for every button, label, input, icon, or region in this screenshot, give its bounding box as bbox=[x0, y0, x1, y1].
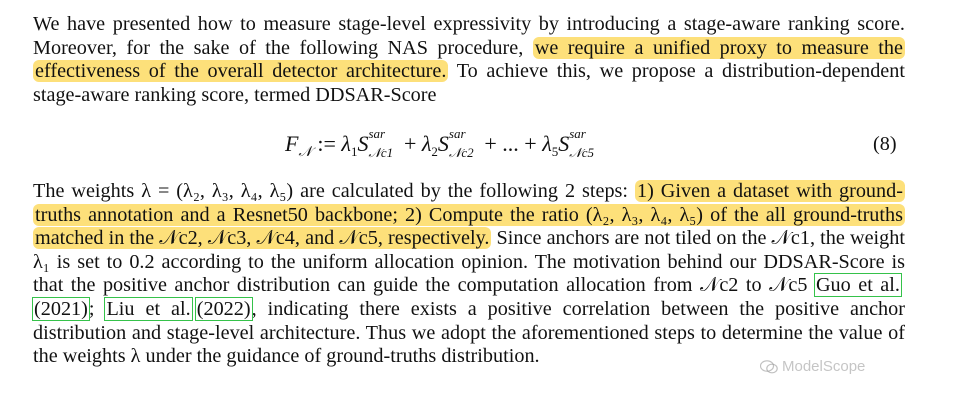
citation-separator: ; bbox=[88, 297, 106, 320]
equation-body: $F_𝒩$ := $\lambda_1S$ sar 𝒩c1 + $\lambda_2S$ sar 𝒩c2 + ... + $\lambda_5S$ sar 𝒩c5 bbox=[285, 131, 599, 161]
eq-plus1: + bbox=[398, 131, 422, 156]
eq-lhs: F bbox=[285, 131, 299, 156]
equation-number: (8) bbox=[873, 133, 897, 155]
eq-lhs-sub: 𝒩 bbox=[298, 145, 312, 160]
eq-assign: := bbox=[311, 131, 342, 156]
eq-term2-sup: sar bbox=[448, 125, 466, 141]
citation-link-guo-author[interactable]: Guo et al. bbox=[815, 274, 900, 297]
citation-link-guo-year[interactable]: (2021) bbox=[34, 297, 88, 320]
paragraph-weights-body: Since anchors are not tiled on the 𝒩c1, the weight λ₁ is set to 0.2 according to the uniform allocation opinion. The motivation behind our DDSAR-Score is that the positive anchor distribution can guide the computation allocation from 𝒩c2 to 𝒩c5 bbox=[33, 227, 906, 297]
watermark-label: ModelScope bbox=[782, 358, 866, 375]
paragraph-weights-conclusion: , indicating there exists a positive correlation between the positive anchor distribution and stage-level architecture. Thus we adopt the aforementioned steps to determine the value of the weights λ under the guidance of ground-truths distribution. bbox=[33, 297, 905, 368]
paragraph-weights bbox=[33, 180, 905, 369]
watermark bbox=[760, 358, 865, 375]
eq-term5-sub: 𝒩c5 bbox=[569, 144, 594, 160]
citation-link-liu-author[interactable]: Liu et al. bbox=[106, 297, 191, 320]
eq-term5-sup: sar bbox=[569, 125, 586, 141]
equation-8 bbox=[0, 127, 957, 171]
paragraph-weights-intro: The weights λ = (λ₂, λ₃, λ₄, λ₅) are calculated by the following 2 steps: bbox=[33, 180, 635, 202]
wechat-icon bbox=[760, 360, 778, 374]
highlighted-sentence: we require a unified proxy to measure the effectiveness of the overall detector architecture. bbox=[35, 36, 903, 83]
eq-term2-coef-sub: 2 bbox=[431, 144, 438, 159]
paragraph-intro bbox=[33, 13, 905, 107]
eq-term2-coef: λ bbox=[421, 131, 432, 156]
eq-term1-sup: sar bbox=[368, 125, 386, 141]
eq-term1-sub: 𝒩c1 bbox=[368, 144, 394, 160]
eq-term5-coef-sub: 5 bbox=[551, 144, 559, 159]
eq-term5-coef: λ bbox=[542, 131, 552, 156]
eq-term1-coef-sub: 1 bbox=[350, 144, 358, 159]
eq-term2-sub: 𝒩c2 bbox=[448, 144, 474, 160]
eq-middle: + ... + bbox=[478, 131, 543, 156]
paragraph-intro-text: We have presented how to measure stage-level expressivity by introducing a stage-aware ranking score. Moreover, for the sake of the following NAS procedure, bbox=[33, 13, 905, 59]
eq-term1-scripts bbox=[368, 125, 398, 160]
paragraph-intro-continuation: To achieve this, we propose a distribution-dependent stage-aware ranking score, termed DDSAR-Score bbox=[33, 60, 905, 106]
eq-term1-coef: λ bbox=[341, 131, 351, 156]
eq-term5-scripts bbox=[569, 125, 599, 160]
highlighted-steps: 1) Given a dataset with ground-truths annotation and a Resnet50 backbone; 2) Compute the ratio (λ₂, λ₃, λ₄, λ₅) of the all ground-truths matched in the 𝒩c2, 𝒩c3, 𝒩c4, and 𝒩c5, respectively. bbox=[35, 180, 903, 250]
eq-term2-scripts bbox=[448, 125, 479, 160]
citation-link-liu-year[interactable]: (2022) bbox=[196, 297, 251, 320]
